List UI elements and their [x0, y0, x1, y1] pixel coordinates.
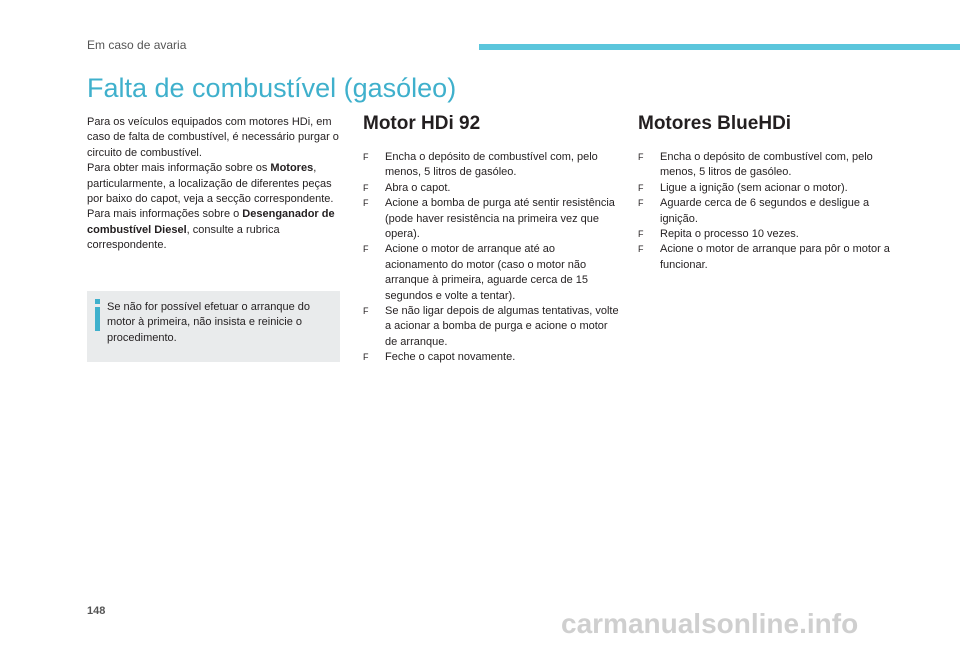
bullet-icon: F [638, 229, 644, 240]
step-text: Acione a bomba de purga até sentir resistência (pode haver resistência na primeira vez que opera). [385, 197, 615, 241]
step-text: Ligue a ignição (sem acionar o motor). [660, 181, 848, 194]
page-number: 148 [87, 605, 106, 617]
hdi92-step-5 [363, 304, 619, 350]
watermark: carmanualsonline.info [561, 608, 859, 639]
step-text: Encha o depósito de combustível com, pelo menos, 5 litros de gasóleo. [660, 151, 873, 179]
bullet-icon: F [363, 182, 369, 193]
step-text: Encha o depósito de combustível com, pelo menos, 5 litros de gasóleo. [385, 151, 598, 179]
bullet-icon: F [638, 152, 644, 162]
hdi92-section [363, 113, 619, 366]
info-icon [93, 299, 103, 331]
intro-p2-pre: Para obter mais informação sobre os [87, 162, 271, 175]
intro-p3-post: , consulte a rubrica correspondente. [87, 223, 280, 252]
step-text: Acione o motor de arranque até ao acionamento do motor (caso o motor não arranque à primeira, aguarde cerca de 15 segundos e volte a tentar). [385, 243, 589, 302]
intro-paragraph [87, 115, 343, 254]
bullet-icon: F [363, 352, 369, 363]
hdi92-title: Motor HDi 92 [363, 113, 481, 134]
hdi92-step-2 [363, 181, 619, 196]
intro-p3-bold: Desenganador de combustível Diesel [87, 208, 335, 236]
bullet-icon: F [363, 198, 369, 209]
intro-p2-post: , particularmente, a localização de diferentes peças por baixo do capot, veja a secção correspondente. [87, 162, 334, 206]
bluehdi-step-4 [638, 227, 894, 242]
bullet-icon: F [638, 198, 644, 209]
intro-p1: Para os veículos equipados com motores HDi, em caso de falta de combustível, é necessário purgar o circuito de combustível. [87, 116, 339, 159]
bullet-icon: F [363, 244, 369, 255]
bluehdi-section [638, 113, 894, 273]
intro-p3-pre: Para mais informações sobre o [87, 208, 243, 221]
step-text: Acione o motor de arranque para pôr o motor a funcionar. [660, 243, 890, 271]
step-text: Aguarde cerca de 6 segundos e desligue a ignição. [660, 197, 870, 225]
page-title: Falta de combustível (gasóleo) [87, 73, 457, 103]
step-text: Se não ligar depois de algumas tentativas, volte a acionar a bomba de purga e acione o motor de arranque. [385, 305, 619, 348]
intro-text [87, 115, 343, 254]
bluehdi-step-1 [638, 150, 894, 181]
bluehdi-steps [638, 150, 894, 273]
bluehdi-step-2 [638, 181, 894, 196]
hdi92-step-4 [363, 242, 619, 304]
step-text: Feche o capot novamente. [385, 351, 516, 364]
bullet-icon: F [363, 152, 369, 162]
bullet-icon: F [363, 306, 369, 317]
bullet-icon: F [638, 182, 644, 193]
bluehdi-step-3 [638, 196, 894, 227]
note-text: Se não for possível efetuar o arranque do motor à primeira, não insista e reinicie o procedimento. [107, 301, 311, 344]
header-bar [479, 44, 960, 50]
bluehdi-title: Motores BlueHDi [638, 113, 792, 134]
info-note [87, 291, 340, 362]
intro-p2-bold: Motores [270, 162, 314, 175]
hdi92-step-1 [363, 150, 619, 181]
hdi92-step-3 [363, 196, 619, 242]
hdi92-step-6 [363, 350, 619, 365]
step-text: Repita o processo 10 vezes. [660, 228, 799, 241]
bullet-icon: F [638, 244, 644, 255]
bluehdi-step-5 [638, 242, 894, 273]
hdi92-steps [363, 150, 619, 366]
section-label: Em caso de avaria [87, 38, 187, 52]
step-text: Abra o capot. [385, 181, 451, 194]
